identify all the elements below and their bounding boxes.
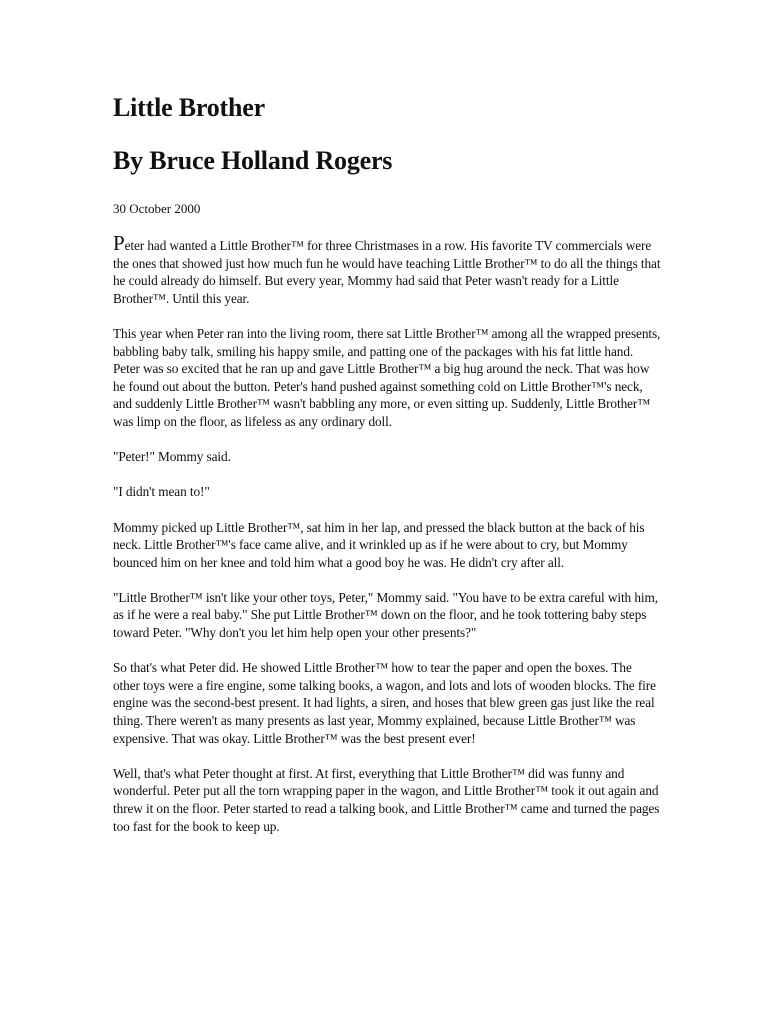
paragraph-5: Mommy picked up Little Brother™, sat him in her lap, and pressed the black button at the back of his neck. Little Brother™'s face came alive, and it wrinkled up as if he were about to cry, but Mommy bounced him on her knee and told him what a good boy he was. He didn't cry after all. — [113, 519, 645, 570]
paragraph-1-text: eter had wanted a Little Brother™ for three Christmases in a row. His favorite TV commercials were the ones that showed just how much fun he would have teaching Little Brother™ to do all the things that he could already do himself. But every year, Mommy had said that Peter wasn't ready for a Little Brother™. Until this year. — [113, 238, 661, 306]
drop-cap-initial: P — [113, 231, 125, 255]
paragraph-2: This year when Peter ran into the living room, there sat Little Brother™ among all the wrapped presents, babbling baby talk, smiling his happy smile, and patting one of the packages with his fat little hand. Peter was so excited that he ran up and gave Little Brother™ a big hug around the neck. That was how he found out about the button. Peter's hand pushed against something cold on Little Brother™'s neck, and suddenly Little Brother™ wasn't babbling any more, or even sitting up. Suddenly, Little Brother™ was limp on the floor, as lifeless as any ordinary doll. — [113, 325, 661, 429]
paragraph-8: Well, that's what Peter thought at first. At first, everything that Little Brother™ did was funny and wonderful. Peter put all the torn wrapping paper in the wagon, and Little Brother™ took it out again and threw it on the floor. Peter started to read a talking book, and Little Brother™ came and turned the pages too fast for the book to keep up. — [113, 765, 660, 834]
paragraph-3: "Peter!" Mommy said. — [113, 449, 231, 465]
paragraph-4: "I didn't mean to!" — [113, 484, 210, 500]
document-page — [113, 92, 661, 853]
paragraph-7: So that's what Peter did. He showed Little Brother™ how to tear the paper and open the boxes. The other toys were a fire engine, some talking books, a wagon, and lots and lots of wooden blocks. The fire engine was the second-best present. It had lights, a siren, and hoses that blew green gas just like the real thing. There weren't as many presents as last year, Mommy explained, because Little Brother™ was expensive. That was okay. Little Brother™ was the best present ever! — [113, 660, 656, 746]
story-title: Little Brother — [113, 93, 265, 122]
publication-date: 30 October 2000 — [113, 201, 201, 216]
story-body — [113, 231, 661, 835]
paragraph-1 — [113, 231, 661, 307]
story-author: By Bruce Holland Rogers — [113, 146, 393, 175]
paragraph-6: "Little Brother™ isn't like your other toys, Peter," Mommy said. "You have to be extra careful with him, as if he were a real baby." She put Little Brother™ down on the floor, and he took tottering baby steps toward Peter. "Why don't you let him help open your other presents?" — [113, 589, 658, 641]
